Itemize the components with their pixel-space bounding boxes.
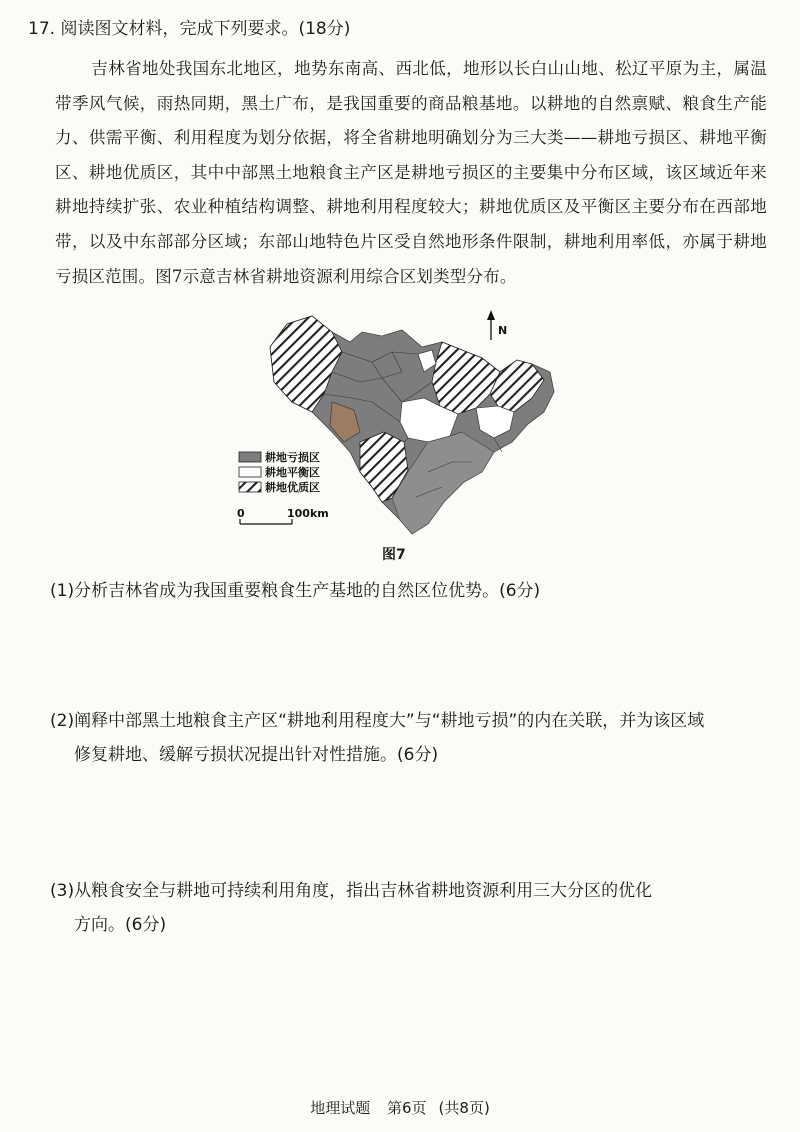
subquestion-2-line1: (2)阐释中部黑土地粮食主产区“耕地利用程度大”与“耕地亏损”的内在关联，并为该区域 xyxy=(50,711,705,731)
map-legend xyxy=(239,450,320,494)
north-label: N xyxy=(498,324,508,337)
footer-page: 第6页 xyxy=(387,1099,427,1117)
material-paragraph: 吉林省地处我国东北地区，地势东南高、西北低，地形以长白山山地、松辽平原为主，属温带季风气候，雨热同期，黑土广布，是我国重要的商品粮基地。以耕地的自然禀赋、粮食生产能力、供需平衡、利用程度为划分依据，将全省耕地明确划分为三大类——耕地亏损区、耕地平衡区、耕地优质区，其中中部黑土地粮食主产区是耕地亏损区的主要集中分布区域，该区域近年来耕地持续扩张、农业种植结构调整、耕地利用程度较大；耕地优质区及平衡区主要分布在西部地带，以及中东部部分区域；东部山地特色片区受自然地形条件限制，耕地利用率低，亦属于耕地亏损区范围。图7示意吉林省耕地资源利用综合区划类型分布。 xyxy=(55,59,767,286)
subquestion-3 xyxy=(50,874,762,942)
scale-label: 100km xyxy=(287,507,329,520)
subquestion-3-line2: 方向。(6分) xyxy=(74,915,167,935)
legend-label-deficit: 耕地亏损区 xyxy=(265,451,320,464)
map-svg xyxy=(232,302,572,567)
figure-caption: 图7 xyxy=(382,547,406,563)
scale-bar xyxy=(237,507,329,524)
subquestion-2-line2: 修复耕地、缓解亏损状况提出针对性措施。(6分) xyxy=(74,745,439,765)
legend-swatch-deficit xyxy=(239,452,261,462)
legend-swatch-quality xyxy=(239,482,261,492)
legend-label-quality: 耕地优质区 xyxy=(265,481,320,494)
scale-zero: 0 xyxy=(237,507,245,520)
legend-swatch-balance xyxy=(239,467,261,477)
page-footer xyxy=(0,1097,800,1118)
subquestion-1-text: (1)分析吉林省成为我国重要粮食生产基地的自然区位优势。(6分) xyxy=(50,581,541,601)
subquestion-3-line1: (3)从粮食安全与耕地可持续利用角度，指出吉林省耕地资源利用三大分区的优化 xyxy=(50,881,653,901)
north-arrow-icon xyxy=(487,310,495,340)
subquestion-2 xyxy=(50,704,762,772)
legend-label-balance: 耕地平衡区 xyxy=(265,466,320,479)
footer-subject: 地理试题 xyxy=(310,1099,371,1117)
question-header: 17. 阅读图文材料，完成下列要求。(18分) xyxy=(28,19,351,39)
subquestion-1 xyxy=(50,574,762,608)
jilin-map-figure xyxy=(232,302,572,567)
footer-total: (共8页) xyxy=(438,1099,490,1117)
